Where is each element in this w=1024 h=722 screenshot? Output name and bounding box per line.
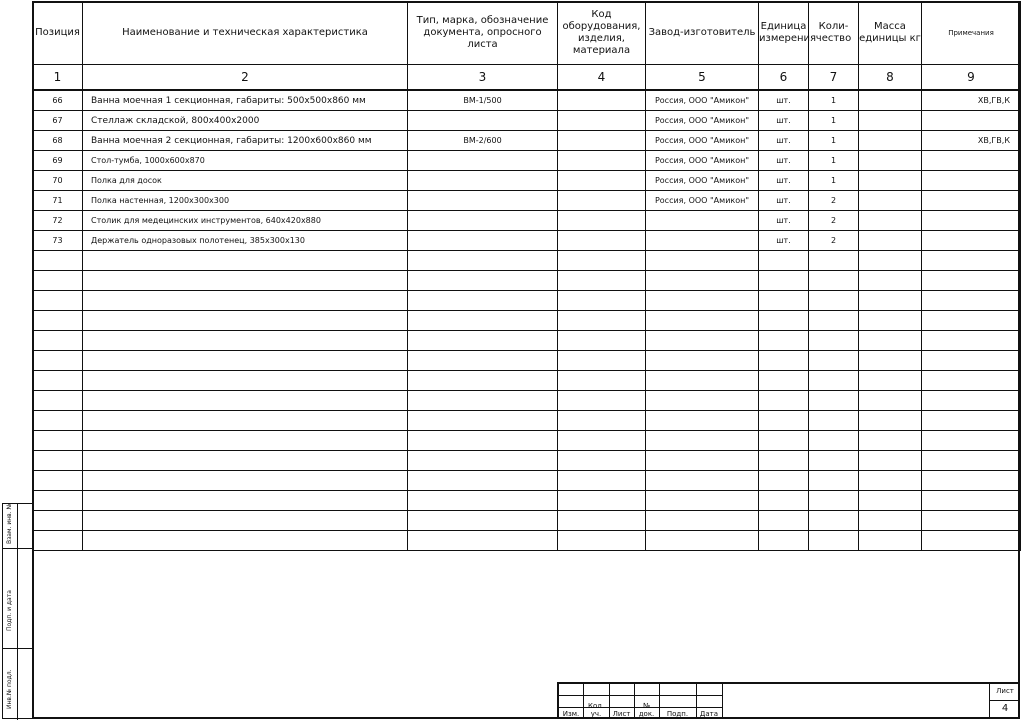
- table-row: [33, 151, 1021, 171]
- empty-cell: [558, 291, 646, 311]
- table-row: [33, 111, 1021, 131]
- empty-cell: [809, 411, 859, 431]
- empty-cell: [408, 491, 558, 511]
- stamp-label: Подп. и дата: [6, 590, 13, 631]
- empty-cell: [558, 531, 646, 551]
- empty-row: [33, 391, 1021, 411]
- empty-cell: [922, 491, 1021, 511]
- empty-cell: [759, 471, 809, 491]
- header-note: Примечания: [922, 2, 1021, 65]
- cell-qty: 2: [809, 191, 859, 211]
- empty-cell: [408, 471, 558, 491]
- empty-cell: [646, 451, 759, 471]
- cell-type: [408, 151, 558, 171]
- cell-pos: 71: [33, 191, 83, 211]
- empty-cell: [83, 251, 408, 271]
- empty-cell: [558, 311, 646, 331]
- col-number: 4: [558, 65, 646, 91]
- empty-row: [33, 271, 1021, 291]
- empty-cell: [859, 331, 922, 351]
- empty-cell: [646, 511, 759, 531]
- empty-cell: [859, 451, 922, 471]
- cell-mass: [859, 111, 922, 131]
- empty-cell: [408, 311, 558, 331]
- tb-caption-date: Дата: [699, 710, 719, 718]
- cell-pos: 66: [33, 90, 83, 111]
- empty-cell: [759, 431, 809, 451]
- empty-row: [33, 411, 1021, 431]
- cell-qty: 1: [809, 90, 859, 111]
- cell-note: [922, 231, 1021, 251]
- empty-cell: [809, 291, 859, 311]
- table-row: [33, 211, 1021, 231]
- empty-cell: [922, 451, 1021, 471]
- sheet-box: [989, 684, 1020, 719]
- empty-cell: [922, 531, 1021, 551]
- stamp-cell-inv-orig: [3, 649, 33, 720]
- empty-cell: [759, 271, 809, 291]
- empty-cell: [809, 371, 859, 391]
- empty-row: [33, 311, 1021, 331]
- empty-cell: [922, 251, 1021, 271]
- empty-cell: [759, 451, 809, 471]
- empty-cell: [83, 531, 408, 551]
- empty-cell: [809, 391, 859, 411]
- empty-cell: [859, 471, 922, 491]
- empty-cell: [558, 331, 646, 351]
- cell-pos: 73: [33, 231, 83, 251]
- empty-cell: [408, 291, 558, 311]
- empty-cell: [922, 291, 1021, 311]
- cell-code: [558, 111, 646, 131]
- empty-cell: [859, 351, 922, 371]
- cell-unit: шт.: [759, 211, 809, 231]
- table-row: [33, 231, 1021, 251]
- cell-maker: Россия, ООО "Амикон": [646, 111, 759, 131]
- empty-cell: [83, 391, 408, 411]
- empty-cell: [408, 351, 558, 371]
- empty-cell: [859, 291, 922, 311]
- empty-cell: [83, 471, 408, 491]
- empty-cell: [558, 391, 646, 411]
- cell-name: Стол-тумба, 1000х600х870: [83, 151, 408, 171]
- cell-note: [922, 171, 1021, 191]
- empty-row: [33, 331, 1021, 351]
- empty-cell: [809, 471, 859, 491]
- empty-cell: [859, 391, 922, 411]
- cell-code: [558, 131, 646, 151]
- tb-caption-change: Изм.: [562, 710, 580, 718]
- cell-pos: 72: [33, 211, 83, 231]
- empty-cell: [859, 491, 922, 511]
- cell-name: Стеллаж складской, 800х400х2000: [83, 111, 408, 131]
- empty-cell: [646, 491, 759, 511]
- cell-code: [558, 231, 646, 251]
- empty-row: [33, 351, 1021, 371]
- empty-cell: [408, 411, 558, 431]
- tb-caption-sign: Подп.: [666, 710, 689, 718]
- empty-cell: [809, 311, 859, 331]
- empty-cell: [646, 471, 759, 491]
- empty-cell: [859, 411, 922, 431]
- empty-cell: [33, 391, 83, 411]
- sheet-number: 4: [1001, 703, 1009, 714]
- empty-row: [33, 471, 1021, 491]
- empty-cell: [809, 511, 859, 531]
- empty-row: [33, 251, 1021, 271]
- empty-cell: [809, 531, 859, 551]
- cell-note: ХВ,ГВ,К: [922, 131, 1021, 151]
- cell-unit: шт.: [759, 131, 809, 151]
- empty-row: [33, 291, 1021, 311]
- empty-cell: [558, 431, 646, 451]
- empty-cell: [33, 471, 83, 491]
- empty-cell: [408, 271, 558, 291]
- empty-cell: [558, 371, 646, 391]
- empty-cell: [859, 251, 922, 271]
- col-number: 7: [809, 65, 859, 91]
- cell-qty: 1: [809, 131, 859, 151]
- col-number: 1: [33, 65, 83, 91]
- cell-qty: 1: [809, 171, 859, 191]
- cell-maker: [646, 231, 759, 251]
- cell-code: [558, 151, 646, 171]
- cell-qty: 2: [809, 231, 859, 251]
- cell-type: [408, 171, 558, 191]
- cell-mass: [859, 90, 922, 111]
- cell-pos: 70: [33, 171, 83, 191]
- col-number: 8: [859, 65, 922, 91]
- table-row: [33, 191, 1021, 211]
- empty-cell: [83, 451, 408, 471]
- cell-name: Ванна моечная 1 секционная, габариты: 500х500х860 мм: [83, 90, 408, 111]
- empty-cell: [558, 351, 646, 371]
- col-number: 5: [646, 65, 759, 91]
- empty-cell: [809, 451, 859, 471]
- empty-cell: [83, 511, 408, 531]
- empty-cell: [646, 311, 759, 331]
- cell-code: [558, 191, 646, 211]
- empty-cell: [83, 491, 408, 511]
- empty-cell: [809, 331, 859, 351]
- empty-cell: [646, 391, 759, 411]
- empty-cell: [33, 271, 83, 291]
- table-row: [33, 90, 1021, 111]
- header-code: Код оборудования, изделия, материала: [558, 2, 646, 65]
- cell-maker: [646, 211, 759, 231]
- empty-cell: [83, 311, 408, 331]
- cell-code: [558, 211, 646, 231]
- empty-cell: [408, 531, 558, 551]
- header-qty: Коли-чество: [809, 2, 859, 65]
- cell-name: Столик для медецинских инструментов, 640х420х880: [83, 211, 408, 231]
- empty-cell: [922, 371, 1021, 391]
- empty-row: [33, 531, 1021, 551]
- empty-cell: [922, 351, 1021, 371]
- empty-cell: [33, 431, 83, 451]
- empty-cell: [558, 411, 646, 431]
- empty-cell: [646, 271, 759, 291]
- empty-cell: [83, 331, 408, 351]
- empty-row: [33, 371, 1021, 391]
- empty-cell: [922, 271, 1021, 291]
- cell-type: ВМ-1/500: [408, 90, 558, 111]
- empty-cell: [759, 531, 809, 551]
- empty-cell: [922, 411, 1021, 431]
- cell-mass: [859, 211, 922, 231]
- empty-cell: [809, 491, 859, 511]
- empty-cell: [558, 271, 646, 291]
- empty-cell: [759, 391, 809, 411]
- empty-cell: [33, 411, 83, 431]
- cell-type: [408, 231, 558, 251]
- empty-cell: [33, 291, 83, 311]
- empty-cell: [759, 491, 809, 511]
- empty-cell: [33, 511, 83, 531]
- cell-unit: шт.: [759, 231, 809, 251]
- cell-type: [408, 191, 558, 211]
- empty-cell: [922, 331, 1021, 351]
- side-stamp: [2, 503, 32, 719]
- empty-cell: [558, 511, 646, 531]
- empty-row: [33, 431, 1021, 451]
- table-row: [33, 131, 1021, 151]
- empty-cell: [83, 271, 408, 291]
- empty-cell: [83, 411, 408, 431]
- empty-cell: [759, 411, 809, 431]
- cell-type: ВМ-2/600: [408, 131, 558, 151]
- empty-cell: [922, 471, 1021, 491]
- empty-cell: [646, 291, 759, 311]
- stamp-cell-replace-inv: [3, 504, 33, 549]
- sheet-label: Лист: [996, 687, 1014, 695]
- col-number: 3: [408, 65, 558, 91]
- empty-cell: [809, 351, 859, 371]
- cell-unit: шт.: [759, 171, 809, 191]
- empty-cell: [759, 351, 809, 371]
- empty-cell: [646, 531, 759, 551]
- empty-cell: [922, 391, 1021, 411]
- cell-mass: [859, 231, 922, 251]
- cell-mass: [859, 191, 922, 211]
- empty-cell: [759, 371, 809, 391]
- cell-mass: [859, 151, 922, 171]
- empty-cell: [83, 371, 408, 391]
- empty-cell: [408, 391, 558, 411]
- empty-cell: [859, 511, 922, 531]
- header-pos: Позиция: [33, 2, 83, 65]
- empty-cell: [646, 431, 759, 451]
- empty-cell: [646, 331, 759, 351]
- empty-cell: [759, 311, 809, 331]
- cell-mass: [859, 131, 922, 151]
- cell-qty: 1: [809, 111, 859, 131]
- empty-cell: [809, 251, 859, 271]
- empty-cell: [558, 491, 646, 511]
- cell-note: [922, 111, 1021, 131]
- empty-cell: [33, 531, 83, 551]
- empty-cell: [859, 371, 922, 391]
- specification-table: [32, 1, 1021, 551]
- empty-cell: [33, 491, 83, 511]
- empty-cell: [859, 311, 922, 331]
- empty-cell: [558, 251, 646, 271]
- cell-unit: шт.: [759, 151, 809, 171]
- empty-cell: [922, 311, 1021, 331]
- header-mass: Масса единицы кг: [859, 2, 922, 65]
- empty-cell: [83, 291, 408, 311]
- cell-maker: Россия, ООО "Амикон": [646, 191, 759, 211]
- empty-cell: [646, 411, 759, 431]
- empty-cell: [809, 271, 859, 291]
- empty-cell: [859, 271, 922, 291]
- table-row: [33, 171, 1021, 191]
- empty-cell: [646, 371, 759, 391]
- empty-cell: [408, 331, 558, 351]
- cell-name: Ванна моечная 2 секционная, габариты: 1200х600х860 мм: [83, 131, 408, 151]
- empty-cell: [759, 251, 809, 271]
- empty-cell: [408, 251, 558, 271]
- cell-unit: шт.: [759, 111, 809, 131]
- empty-cell: [33, 311, 83, 331]
- empty-cell: [922, 431, 1021, 451]
- stamp-label: Взам. инв. №: [6, 503, 13, 544]
- tb-caption-count: Кол. уч.: [588, 702, 604, 718]
- cell-maker: Россия, ООО "Амикон": [646, 90, 759, 111]
- tb-caption-doc: № док.: [638, 702, 655, 718]
- header-name: Наименование и техническая характеристика: [83, 2, 408, 65]
- cell-maker: Россия, ООО "Амикон": [646, 131, 759, 151]
- empty-cell: [83, 351, 408, 371]
- cell-name: Держатель одноразовых полотенец, 385х300х130: [83, 231, 408, 251]
- tb-caption-sheet: Лист: [612, 710, 631, 718]
- empty-row: [33, 451, 1021, 471]
- empty-cell: [33, 251, 83, 271]
- empty-cell: [759, 511, 809, 531]
- stamp-label: Инв.№ подл.: [6, 669, 13, 709]
- empty-cell: [33, 371, 83, 391]
- cell-pos: 69: [33, 151, 83, 171]
- empty-cell: [558, 471, 646, 491]
- cell-unit: шт.: [759, 191, 809, 211]
- cell-note: ХВ,ГВ,К: [922, 90, 1021, 111]
- cell-qty: 1: [809, 151, 859, 171]
- column-number-row: [33, 65, 1021, 91]
- cell-type: [408, 111, 558, 131]
- empty-cell: [33, 451, 83, 471]
- cell-name: Полка для досок: [83, 171, 408, 191]
- cell-name: Полка настенная, 1200х300х300: [83, 191, 408, 211]
- col-number: 9: [922, 65, 1021, 91]
- empty-cell: [33, 351, 83, 371]
- header-maker: Завод-изготовитель: [646, 2, 759, 65]
- title-block: [557, 682, 1020, 719]
- empty-cell: [809, 431, 859, 451]
- empty-cell: [859, 431, 922, 451]
- empty-cell: [922, 511, 1021, 531]
- cell-note: [922, 211, 1021, 231]
- cell-note: [922, 151, 1021, 171]
- empty-cell: [408, 371, 558, 391]
- col-number: 6: [759, 65, 809, 91]
- empty-cell: [759, 331, 809, 351]
- cell-note: [922, 191, 1021, 211]
- empty-row: [33, 511, 1021, 531]
- cell-pos: 67: [33, 111, 83, 131]
- header-unit: Единица измерения: [759, 2, 809, 65]
- empty-cell: [83, 431, 408, 451]
- cell-maker: Россия, ООО "Амикон": [646, 151, 759, 171]
- empty-cell: [759, 291, 809, 311]
- header-row: [33, 2, 1021, 65]
- cell-pos: 68: [33, 131, 83, 151]
- cell-qty: 2: [809, 211, 859, 231]
- col-number: 2: [83, 65, 408, 91]
- empty-cell: [33, 331, 83, 351]
- cell-code: [558, 90, 646, 111]
- empty-cell: [646, 351, 759, 371]
- stamp-cell-sign-date: [3, 549, 33, 649]
- cell-unit: шт.: [759, 90, 809, 111]
- cell-mass: [859, 171, 922, 191]
- empty-cell: [859, 531, 922, 551]
- cell-type: [408, 211, 558, 231]
- empty-cell: [558, 451, 646, 471]
- empty-row: [33, 491, 1021, 511]
- cell-maker: Россия, ООО "Амикон": [646, 171, 759, 191]
- header-type: Тип, марка, обозначение документа, опросного листа: [408, 2, 558, 65]
- empty-cell: [408, 451, 558, 471]
- cell-code: [558, 171, 646, 191]
- empty-cell: [646, 251, 759, 271]
- empty-cell: [408, 431, 558, 451]
- empty-cell: [408, 511, 558, 531]
